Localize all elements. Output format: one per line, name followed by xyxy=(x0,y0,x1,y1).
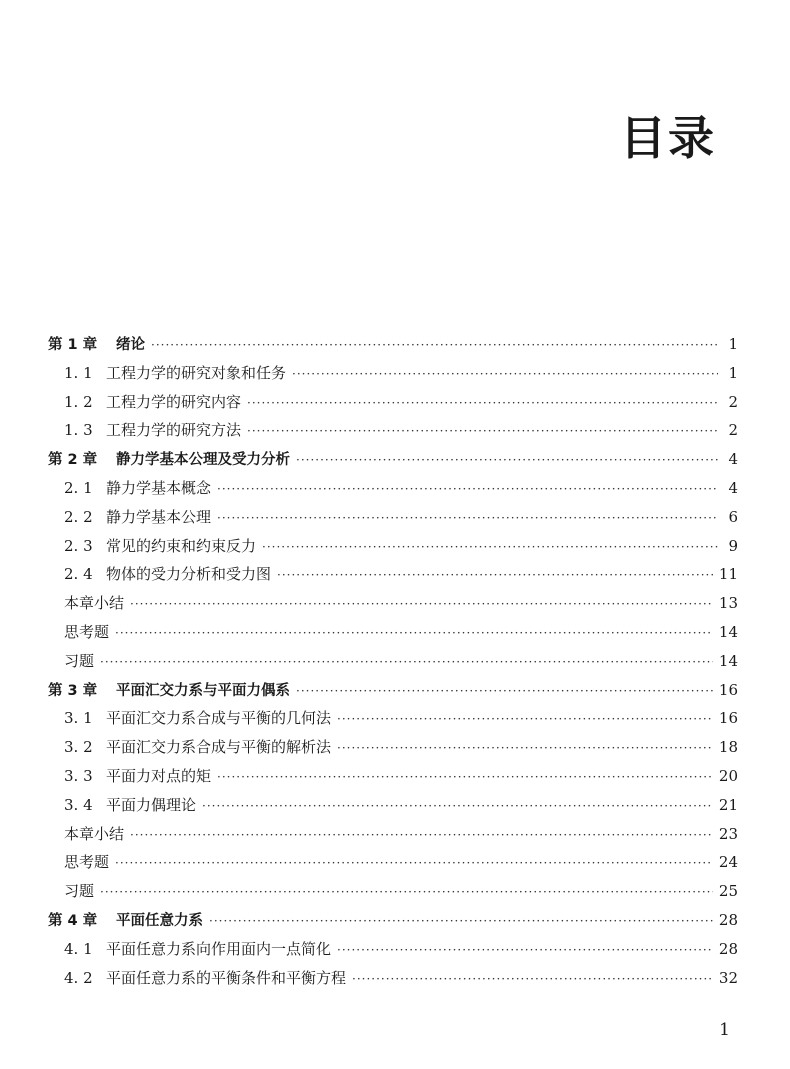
toc-leader-dots xyxy=(151,331,718,360)
toc-extra-entry[interactable] xyxy=(48,820,738,849)
toc-extra-entry[interactable] xyxy=(48,848,738,877)
toc-entry-page: 24 xyxy=(718,853,738,872)
toc-entry-page: 20 xyxy=(718,766,738,785)
toc-entry-page: 2 xyxy=(728,421,738,440)
toc-section-entry[interactable] xyxy=(48,474,738,503)
toc-entry-number: 第 1 章 xyxy=(48,337,98,353)
toc-entry-label: 工程力学的研究对象和任务 xyxy=(106,363,287,382)
toc-entry-label: 常见的约束和约束反力 xyxy=(106,536,257,555)
toc-entry-page: 1 xyxy=(728,335,738,353)
toc-entry-page: 13 xyxy=(718,594,738,613)
toc-entry-number: 1. 2 xyxy=(64,392,93,411)
toc-leader-dots xyxy=(115,619,713,648)
toc-entry-page: 25 xyxy=(718,882,738,901)
toc-entry-number: 2. 2 xyxy=(64,507,93,526)
toc-section-entry[interactable] xyxy=(48,733,738,762)
toc-leader-dots xyxy=(247,417,718,446)
toc-entry-page: 11 xyxy=(718,565,738,584)
toc-entry-page: 4 xyxy=(728,450,738,469)
toc-entry-label: 平面力偶理论 xyxy=(106,795,197,814)
toc-entry-label: 平面任意力系的平衡条件和平衡方程 xyxy=(106,968,347,987)
toc-entry-label: 工程力学的研究方法 xyxy=(106,421,242,440)
toc-entry-page: 14 xyxy=(718,622,738,641)
toc-leader-dots xyxy=(217,763,713,792)
toc-entry-label: 平面汇交力系与平面力偶系 xyxy=(116,682,290,699)
toc-section-entry[interactable] xyxy=(48,416,738,445)
toc-leader-dots xyxy=(296,677,713,706)
toc-leader-dots xyxy=(277,561,713,590)
toc-entry-label: 平面力对点的矩 xyxy=(106,766,212,785)
toc-leader-dots xyxy=(337,936,713,965)
toc-section-entry[interactable] xyxy=(48,964,738,993)
toc-entry-label: 本章小结 xyxy=(64,594,125,613)
toc-extra-entry[interactable] xyxy=(48,618,738,647)
toc-entry-page: 18 xyxy=(718,738,738,757)
toc-leader-dots xyxy=(202,792,713,821)
toc-leader-dots xyxy=(209,907,713,936)
toc-entry-label: 本章小结 xyxy=(64,824,125,843)
toc-section-entry[interactable] xyxy=(48,762,738,791)
page-title: 目录 xyxy=(620,111,716,165)
toc-section-entry[interactable] xyxy=(48,791,738,820)
toc-leader-dots xyxy=(100,648,713,677)
toc-entry-number: 4. 2 xyxy=(64,968,93,987)
toc-entry-page: 6 xyxy=(728,507,738,526)
toc-entry-page: 4 xyxy=(728,478,738,497)
toc-entry-label: 平面汇交力系合成与平衡的解析法 xyxy=(106,738,332,757)
toc-entry-page: 1 xyxy=(728,363,738,382)
toc-entry-page: 16 xyxy=(718,709,738,728)
toc-entry-page: 21 xyxy=(718,795,738,814)
toc-chapter-entry[interactable] xyxy=(48,445,738,474)
toc-leader-dots xyxy=(352,965,713,994)
toc-leader-dots xyxy=(337,734,713,763)
toc-leader-dots xyxy=(217,475,718,504)
toc-entry-number: 4. 1 xyxy=(64,939,93,958)
toc-leader-dots xyxy=(247,389,718,418)
toc-entry-label: 静力学基本公理 xyxy=(106,507,212,526)
page-number: 1 xyxy=(719,1020,730,1040)
toc-entry-label: 思考题 xyxy=(64,622,110,641)
toc-entry-label: 静力学基本概念 xyxy=(106,478,212,497)
toc-chapter-entry[interactable] xyxy=(48,906,738,935)
toc-entry-label: 习题 xyxy=(64,651,95,670)
toc-extra-entry[interactable] xyxy=(48,589,738,618)
toc-entry-number: 第 2 章 xyxy=(48,452,98,469)
toc-entry-page: 32 xyxy=(718,968,738,987)
toc-entry-label: 平面任意力系 xyxy=(116,912,203,929)
toc-entry-page: 14 xyxy=(718,651,738,670)
toc-leader-dots xyxy=(337,705,713,734)
toc-section-entry[interactable] xyxy=(48,704,738,733)
toc-entry-page: 2 xyxy=(728,392,738,411)
toc-section-entry[interactable] xyxy=(48,560,738,589)
toc-chapter-entry[interactable] xyxy=(48,330,738,359)
toc-section-entry[interactable] xyxy=(48,532,738,561)
toc-entry-number: 3. 2 xyxy=(64,738,93,757)
toc-leader-dots xyxy=(130,590,713,619)
toc-entry-number: 2. 3 xyxy=(64,536,93,555)
toc-leader-dots xyxy=(115,849,713,878)
toc-entry-page: 28 xyxy=(718,910,738,929)
toc-entry-number: 第 3 章 xyxy=(48,682,98,699)
toc-section-entry[interactable] xyxy=(48,388,738,417)
toc-entry-label: 习题 xyxy=(64,882,95,901)
toc-entry-page: 23 xyxy=(718,824,738,843)
toc-entry-page: 16 xyxy=(718,680,738,699)
toc-leader-dots xyxy=(296,446,718,475)
toc-entry-label: 工程力学的研究内容 xyxy=(106,392,242,411)
toc-entry-number: 2. 4 xyxy=(64,565,93,584)
toc-entry-page: 28 xyxy=(718,939,738,958)
toc-section-entry[interactable] xyxy=(48,359,738,388)
toc-entry-number: 2. 1 xyxy=(64,478,93,497)
toc-entry-number: 3. 3 xyxy=(64,766,93,785)
toc-entry-number: 3. 4 xyxy=(64,795,93,814)
toc-entry-label: 物体的受力分析和受力图 xyxy=(106,565,272,584)
toc-extra-entry[interactable] xyxy=(48,877,738,906)
toc-entry-number: 1. 3 xyxy=(64,421,93,440)
toc-chapter-entry[interactable] xyxy=(48,676,738,705)
toc-entry-number: 1. 1 xyxy=(64,363,93,382)
toc-entry-label: 平面汇交力系合成与平衡的几何法 xyxy=(106,709,332,728)
toc-leader-dots xyxy=(130,821,713,850)
table-of-contents xyxy=(48,330,738,992)
toc-entry-label: 思考题 xyxy=(64,853,110,872)
toc-entry-page: 9 xyxy=(728,536,738,555)
toc-entry-label: 绪论 xyxy=(116,337,145,353)
toc-leader-dots xyxy=(292,360,718,389)
toc-section-entry[interactable] xyxy=(48,503,738,532)
toc-entry-label: 平面任意力系向作用面内一点简化 xyxy=(106,939,332,958)
toc-extra-entry[interactable] xyxy=(48,647,738,676)
toc-leader-dots xyxy=(217,504,718,533)
toc-entry-number: 3. 1 xyxy=(64,709,93,728)
toc-leader-dots xyxy=(262,533,718,562)
toc-section-entry[interactable] xyxy=(48,935,738,964)
toc-entry-label: 静力学基本公理及受力分析 xyxy=(116,452,290,469)
toc-leader-dots xyxy=(100,878,713,907)
toc-entry-number: 第 4 章 xyxy=(48,912,98,929)
